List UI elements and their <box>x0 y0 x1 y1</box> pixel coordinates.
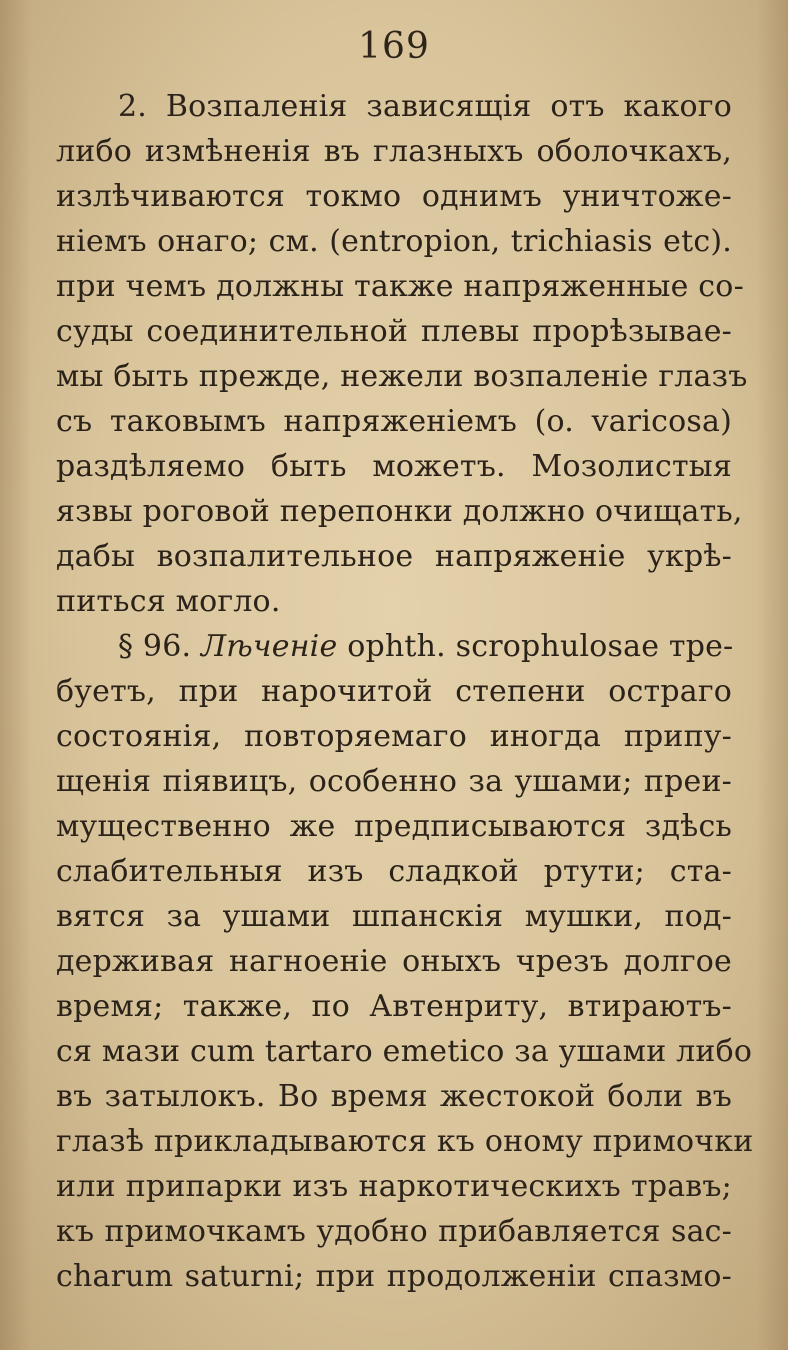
text-line: суды соединительной плевы прорѣзывае- <box>56 314 732 349</box>
text-line: или припарки изъ наркотическихъ травъ; <box>56 1169 732 1204</box>
text-line: состоянія, повторяемаго иногда припу- <box>56 719 732 754</box>
text-line: въ затылокъ. Во время жестокой боли въ <box>56 1079 732 1114</box>
text-line: слабительныя изъ сладкой ртути; ста- <box>56 854 732 889</box>
text-line: глазѣ прикладываются къ оному примочки <box>56 1124 754 1159</box>
text-line: щенія піявицъ, особенно за ушами; преи- <box>56 764 732 799</box>
text-line: раздѣляемо быть можетъ. Мозолистыя <box>56 449 732 484</box>
text-line: либо измѣненія въ глазныхъ оболочкахъ, <box>56 134 732 169</box>
text-line: къ примочкамъ удобно прибавляется sac- <box>56 1214 732 1249</box>
section-line-text: ophth. scrophulosae тре- <box>347 629 734 664</box>
section-number: § 96. <box>118 629 192 664</box>
text-line: мы быть прежде, нежели возпаленіе глазъ <box>56 359 748 394</box>
text-line: 2. Возпаленія зависящія отъ какого <box>118 89 732 124</box>
section-heading-word: Лѣченіе <box>201 629 338 664</box>
text-line: питься могло. <box>56 584 281 619</box>
text-line: держивая нагноеніе оныхъ чрезъ долгое <box>56 944 732 979</box>
text-line: язвы роговой перепонки должно очищать, <box>56 494 743 529</box>
text-line: время; также, по Автенриту, втираютъ- <box>56 989 732 1024</box>
text-line: буетъ, при нарочитой степени остраго <box>56 674 732 709</box>
text-line: дабы возпалительное напряженіе укрѣ- <box>56 539 732 574</box>
text-line: мущественно же предписываются здѣсь <box>56 809 732 844</box>
text-line: ніемъ онаго; см. (entropion, trichiasis etc). <box>56 224 732 259</box>
section-line <box>118 624 732 669</box>
text-line: съ таковымъ напряженіемъ (o. varicosa) <box>56 404 732 439</box>
text-line: charum saturni; при продолженіи спазмо- <box>56 1259 732 1294</box>
page-text-overflow <box>56 1284 732 1350</box>
page-text <box>56 84 754 1299</box>
page-number: 169 <box>358 26 430 67</box>
text-line: вятся за ушами шпанскія мушки, под- <box>56 899 732 934</box>
text-line: ся мази cum tartaro emetico за ушами либо <box>56 1034 753 1069</box>
text-line: при чемъ должны также напряженные со- <box>56 269 744 304</box>
text-line: излѣчиваются токмо однимъ уничтоже- <box>56 179 732 214</box>
